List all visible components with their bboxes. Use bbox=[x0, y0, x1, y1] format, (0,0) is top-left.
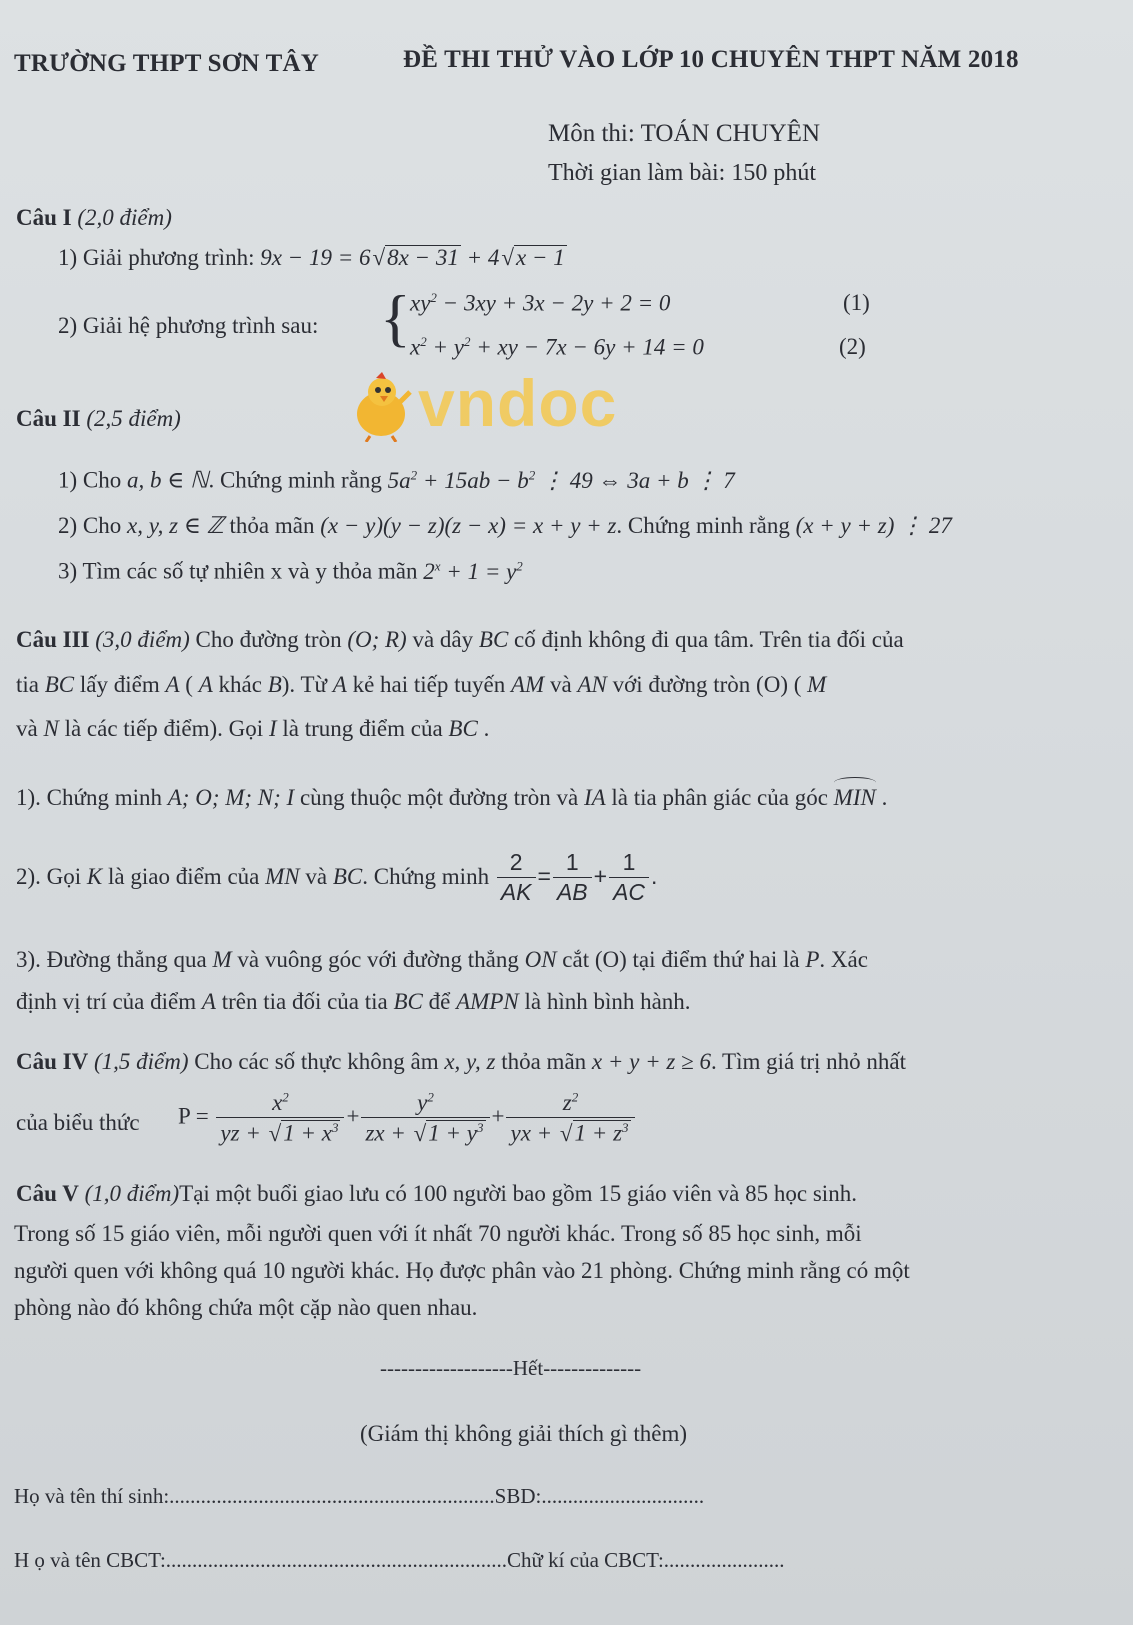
cau3-q3-l1a: 3). Đường thẳng qua bbox=[16, 947, 207, 972]
cau3-intro-l1c: cố định không đi qua tâm. Trên tia đối của bbox=[514, 627, 904, 652]
cau5-l4: phòng nào đó không chứa một cặp nào quen nhau. bbox=[14, 1295, 478, 1320]
cau2-q2-text: 2) Cho bbox=[58, 513, 122, 538]
cau4-l1c: . Tìm giá trị nhỏ nhất bbox=[710, 1049, 907, 1074]
cau3-q2b: là giao điểm của bbox=[108, 863, 260, 889]
chord-bc: BC bbox=[478, 627, 509, 652]
cau5-l3: người quen với không quá 10 người khác. Họ được phân vào 21 phòng. Chứng minh rằng có một bbox=[14, 1258, 910, 1283]
cau4-label: Câu IV bbox=[16, 1049, 89, 1074]
cau3-q3-l1b: và vuông góc với đường thẳng bbox=[237, 947, 519, 972]
cau5-l2: Trong số 15 giáo viên, mỗi người quen với ít nhất 70 người khác. Trong số 85 học sinh, mỗi bbox=[14, 1221, 862, 1246]
cau5-line1 bbox=[16, 1181, 857, 1207]
cau2-q1-text: 1) Cho bbox=[58, 467, 122, 493]
cau3-q3-l2b: trên tia đối của tia bbox=[221, 989, 388, 1014]
cau1-eq2-tag: (2) bbox=[839, 334, 866, 359]
cau4-points: (1,5 điểm) bbox=[93, 1049, 189, 1074]
system-brace: { bbox=[380, 282, 411, 353]
cau3-q2-formula: $\frac{2}{AK}$ = $\frac{1}{AB}$ + $\frac{1}{AC}$ . bbox=[495, 863, 658, 889]
cau4-l1a: Cho các số thực không âm bbox=[194, 1049, 439, 1074]
cau3-q3-line1: 3). Đường thẳng qua M và vuông góc với đường thẳng ON cắt (O) tại điểm thứ hai là P. Xác bbox=[16, 947, 868, 972]
cau3-q3-l2c: để bbox=[428, 989, 451, 1014]
cau1-eq1: $xy^2 - 3xy + 3x - 2y + 2 = 0$ bbox=[410, 290, 671, 316]
cau1-q1-text: 1) Giải phương trình: bbox=[58, 245, 255, 270]
cau3-line3: và N là các tiếp điểm). Gọi I là trung điểm của BC . bbox=[16, 716, 490, 741]
cau2-points: (2,5 điểm) bbox=[86, 406, 181, 431]
cau4-l1b: thỏa mãn bbox=[501, 1049, 587, 1074]
cau1-q2-text: 2) Giải hệ phương trình sau: bbox=[58, 313, 319, 338]
cau1-points: (2,0 điểm) bbox=[77, 205, 172, 230]
cau5-points: (1,0 điểm) bbox=[84, 1181, 180, 1206]
candidate-name-line: Họ và tên thí sinh:..............................................................SBD:............................... bbox=[14, 1484, 705, 1508]
cau3-intro-l2a: tia bbox=[16, 672, 39, 697]
cau2-q2-set: x, y, z ∈ ℤ bbox=[127, 513, 224, 538]
cau3-points: (3,0 điểm) bbox=[95, 627, 190, 652]
exam-title: ĐỀ THI THỬ VÀO LỚP 10 CHUYÊN THPT NĂM 2018 bbox=[403, 46, 1019, 73]
cau3-line2: tia BC lấy điểm A ( A khác B). Từ A kẻ hai tiếp tuyến AM và AN với đường tròn (O) ( M bbox=[16, 672, 827, 697]
cau2-q2-claim: (x + y + z) ⋮ 27 bbox=[795, 513, 952, 538]
cau3-q3-l2d: là hình bình hành. bbox=[524, 989, 691, 1014]
school-name: TRƯỜNG THPT SƠN TÂY bbox=[14, 50, 320, 77]
cau4-line1: Câu IV (1,5 điểm) Cho các số thực không âm x, y, z thỏa mãn x + y + z ≥ 6. Tìm giá trị nhỏ nhất bbox=[16, 1049, 907, 1074]
cau3-q2c: và bbox=[305, 863, 328, 889]
watermark-logo: vndoc bbox=[418, 366, 618, 440]
cau2-q2-mid: thỏa mãn bbox=[229, 513, 315, 538]
cau3-q1: 1). Chứng minh A; O; M; N; I cùng thuộc một đường tròn và IA là tia phân giác của góc MIN . bbox=[16, 785, 888, 810]
angle-min: MIN bbox=[833, 785, 876, 810]
cau3-q2: 2). Gọi K là giao điểm của MN và BC. Chứng minh $\frac{2}{AK}$ = $\frac{1}{AB}$ + $\frac{1}{AC}$ . bbox=[16, 849, 658, 906]
cau3-label: Câu III bbox=[16, 627, 90, 652]
cau2-q3 bbox=[58, 558, 523, 585]
cau3-q2a: 2). Gọi bbox=[16, 863, 82, 889]
cau1-label: Câu I bbox=[16, 205, 72, 230]
cau3-intro-l2b: lấy điểm bbox=[79, 672, 160, 697]
cau3-intro-l1b: và dây bbox=[412, 627, 474, 652]
cau3-q3-l2a: định vị trí của điểm bbox=[16, 989, 197, 1014]
cau3-intro-l3b: là các tiếp điểm). Gọi bbox=[64, 716, 264, 741]
chick-mascot-icon bbox=[348, 372, 414, 442]
circle-o-r: (O; R) bbox=[347, 627, 407, 652]
cau1-eq1-tag: (1) bbox=[843, 290, 870, 315]
cau2-q1 bbox=[58, 467, 735, 494]
cau3-intro-l1a: Cho đường tròn bbox=[195, 627, 342, 652]
cau3-q1c: là tia phân giác của góc bbox=[611, 785, 828, 810]
cau1-heading bbox=[16, 205, 172, 231]
proctor-note: (Giám thị không giải thích gì thêm) bbox=[360, 1421, 688, 1446]
cau2-q3-expr: $2^x + 1 = y^2$ bbox=[423, 558, 523, 584]
end-marker: -------------------Hết-------------- bbox=[380, 1356, 642, 1380]
cau3-line1 bbox=[16, 627, 904, 653]
cau3-intro-l2c: khác bbox=[218, 672, 262, 697]
cau3-q3-line2: định vị trí của điểm A trên tia đối của tia BC để AMPN là hình bình hành. bbox=[16, 989, 691, 1014]
cau5-label: Câu V bbox=[16, 1181, 79, 1206]
cau2-q1-set: a, b ∈ ℕ bbox=[127, 467, 209, 493]
cau2-q3-text: 3) Tìm các số tự nhiên x và y thỏa mãn bbox=[58, 558, 418, 584]
cau3-q2d: . Chứng minh bbox=[362, 863, 490, 889]
cau1-q1-equation: 9x − 19 = 6√8x − 31 + 4√x − 1 bbox=[260, 245, 565, 270]
cau2-q1-expr: $5a^2 + 15ab - b^2$ ⋮ 49 ⇔ 3a + b ⋮ 7 bbox=[387, 467, 735, 493]
cau3-intro-l2f: và bbox=[549, 672, 572, 697]
cau2-q2-expr: (x − y)(y − z)(z − x) = x + y + z bbox=[320, 513, 617, 538]
cau3-q3-l1d: . Xác bbox=[819, 947, 868, 972]
cau1-q1 bbox=[58, 245, 567, 271]
cau2-q2-mid2: . Chứng minh rằng bbox=[616, 513, 790, 538]
cau2-q2 bbox=[58, 513, 952, 539]
cau5-l1: Tại một buổi giao lưu có 100 người bao gồm 15 giáo viên và 85 học sinh. bbox=[179, 1181, 857, 1206]
cau4-l2: của biểu thức bbox=[16, 1110, 140, 1135]
cau3-intro-l3c: là trung điểm của bbox=[282, 716, 443, 741]
cau3-q3-l1c: cắt (O) tại điểm thứ hai là bbox=[562, 947, 800, 972]
cau4-expression: P = $\frac{x^2}{yz + √1 + x^3}$ + $\frac{y^2}{zx + √1 + y^3}$ + $\frac{z^2}{yx + √1 + z^3}$ bbox=[178, 1090, 637, 1146]
duration: Thời gian làm bài: 150 phút bbox=[548, 160, 816, 186]
cau3-q1a: 1). Chứng minh bbox=[16, 785, 162, 810]
cau2-heading bbox=[16, 406, 181, 432]
cau2-label: Câu II bbox=[16, 406, 81, 431]
cau1-eq2: $x^2 + y^2$ + xy − 7x − 6y + 14 = 0 bbox=[410, 334, 704, 360]
cau2-q1-mid: . Chứng minh rằng bbox=[208, 467, 382, 493]
proctor-name-line: H ọ và tên CBCT:.................................................................Chữ kí của CBCT:....................... bbox=[14, 1548, 785, 1572]
subject: Môn thi: TOÁN CHUYÊN bbox=[548, 120, 821, 147]
cau3-intro-l2g: với đường tròn (O) ( bbox=[612, 672, 802, 697]
cau3-intro-l2d: ). Từ bbox=[281, 672, 328, 697]
cau3-intro-l3a: và bbox=[16, 716, 38, 741]
cau3-q1b: cùng thuộc một đường tròn và bbox=[299, 785, 579, 810]
cau3-intro-l2e: kẻ hai tiếp tuyến bbox=[352, 672, 506, 697]
